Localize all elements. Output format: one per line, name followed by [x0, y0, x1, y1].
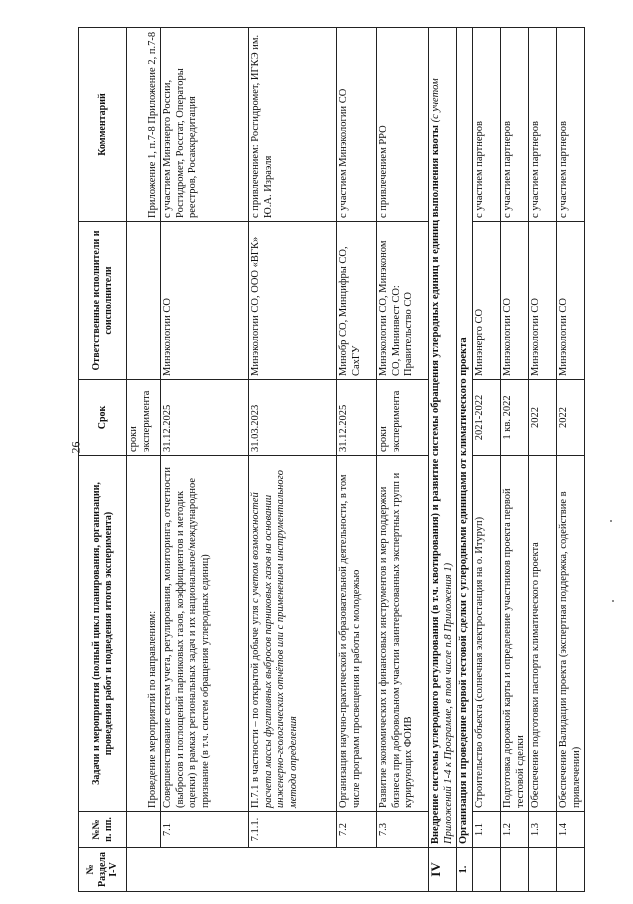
table-row — [337, 28, 377, 892]
task-text: Обеспечение подготовки паспорта климатического проекта — [529, 456, 557, 812]
comment-text: с участием партнеров — [501, 28, 529, 222]
table-row — [377, 28, 429, 892]
item-number: 7.1 — [161, 812, 249, 848]
comment-text: с участием партнеров — [557, 28, 585, 222]
section-row — [429, 28, 457, 892]
section-note: (с учетом Приложений 1-4 к Программе, в том числе п.8 Приложения 1) — [430, 78, 454, 844]
term-text: 31.12.2025 — [161, 380, 249, 456]
task-text: Подготовка дорожной карты и определение участников проекта первой тестовой сделки — [501, 456, 529, 812]
item-number — [127, 812, 161, 848]
table-row — [529, 28, 557, 892]
plan-table — [78, 27, 585, 892]
responsible-text: Минэкологии СО, ООО «ВГК» — [249, 222, 337, 380]
task-text-mixed — [249, 456, 337, 812]
subsection-number: 1. — [457, 848, 473, 892]
comment-text: с привлечением: Росгидромет, ИГКЭ им. Ю.А. Израэля — [249, 28, 337, 222]
header-responsible: Ответственные исполнители и соисполнители — [79, 222, 127, 380]
term-text: 31.03.2023 — [249, 380, 337, 456]
header-comment: Комментарий — [79, 28, 127, 222]
rotated-table-container — [78, 28, 614, 892]
section-cell-empty — [473, 848, 501, 892]
header-term: Срок — [79, 380, 127, 456]
section-cell-empty — [501, 848, 529, 892]
task-text: Проведение мероприятий по направлениям: — [127, 456, 161, 812]
responsible-text: Минэкологии СО — [161, 222, 249, 380]
subsection-title: Организация и проведение первой тестовой сделки с углеродными единицами от климатического проекта — [457, 28, 473, 848]
subsection-row — [457, 28, 473, 892]
term-text: 31.12.2025 — [337, 380, 377, 456]
task-text: Строительство объекта (солнечная электростанция на о. Итуруп) — [473, 456, 501, 812]
task-text: Развитие экономических и финансовых инструментов и мер поддержки бизнеса при добровольном участии заинтересованных экспертных групп и курирующих ФОИВ — [377, 456, 429, 812]
task-text-plain: П.7.1 в частности – по открытой добыче угля — [250, 602, 261, 808]
header-section-number: № Раздела I-V — [79, 848, 127, 892]
comment-text: с привлечением РРО — [377, 28, 429, 222]
section-cell-empty — [127, 848, 429, 892]
responsible-text: Минэкологии СО — [557, 222, 585, 380]
comment-text: Приложение 1, п.7-8 Приложение 2, п.7-8 — [127, 28, 161, 222]
section-cell-empty — [529, 848, 557, 892]
term-text: сроки эксперимента — [127, 380, 161, 456]
item-number: 1.3 — [529, 812, 557, 848]
table-rotation-wrapper — [78, 28, 614, 892]
responsible-text: Минэкологии СО — [529, 222, 557, 380]
term-text: 2021-2022 — [473, 380, 501, 456]
comment-text: с участием партнеров — [473, 28, 501, 222]
comment-text: с участием партнеров — [529, 28, 557, 222]
section-number: IV — [429, 848, 457, 892]
task-text: Совершенствование систем учета, регулирования, мониторинга, отчетности (выбросов и поглощений парниковых газов, коэффициентов и методик оценки) в рамках региональных задач и их национальное/международное признание (в т.ч. систем обращения углеродных единиц) — [161, 456, 249, 812]
header-item-number: №№ п. пп. — [79, 812, 127, 848]
task-text: Организация научно-практической и образовательной деятельности, в том числе программ просвещения и работы с молодежью — [337, 456, 377, 812]
section-title: Внедрение системы углеродного регулирования (в т.ч. квотирования) и развитие системы обращения углеродных единиц и единиц выполнения квоты — [430, 125, 441, 844]
responsible-text: Минобр СО, Минцифры СО, СахГУ — [337, 222, 377, 380]
task-text-italic: с учетом возможностей расчета массы фугитивных выбросов парниковых газов на основании инженерно-геологических отчётов или с применением инструментального метода определения — [250, 470, 299, 808]
comment-text: с участием Минэкологии СО — [337, 28, 377, 222]
responsible-text: Минэкологии СО — [501, 222, 529, 380]
item-number: 7.3 — [377, 812, 429, 848]
table-row — [473, 28, 501, 892]
table-row — [557, 28, 585, 892]
page-number: 26 — [68, 441, 83, 454]
table-row — [249, 28, 337, 892]
item-number: 7.1.1. — [249, 812, 337, 848]
header-task: Задачи и мероприятия (полный цикл планирования, организации, проведения работ и подведения итогов эксперимента) — [79, 456, 127, 812]
task-text: Обеспечение Валидации проекта (экспертная поддержка, содействие в привлечении) — [557, 456, 585, 812]
term-text: 2022 — [557, 380, 585, 456]
item-number: 7.2 — [337, 812, 377, 848]
term-text: 2022 — [529, 380, 557, 456]
table-row — [501, 28, 529, 892]
comment-text: с участием Минэнерго России, Росгидромет, Росстат, Операторы реестров, Росаккредитация — [161, 28, 249, 222]
term-text: сроки эксперимента — [377, 380, 429, 456]
section-title-cell — [429, 28, 457, 848]
item-number: 1.1 — [473, 812, 501, 848]
responsible-text: Минэкологии СО, Минэконом СО, Мининвест СО: Правительство СО — [377, 222, 429, 380]
table-row — [161, 28, 249, 892]
item-number: 1.2 — [501, 812, 529, 848]
section-cell-empty — [557, 848, 585, 892]
responsible-text: Минэнерго СО — [473, 222, 501, 380]
table-row — [127, 28, 161, 892]
table-header-row — [79, 28, 127, 892]
responsible-text — [127, 222, 161, 380]
term-text: 1 кв. 2022 — [501, 380, 529, 456]
item-number: 1.4 — [557, 812, 585, 848]
